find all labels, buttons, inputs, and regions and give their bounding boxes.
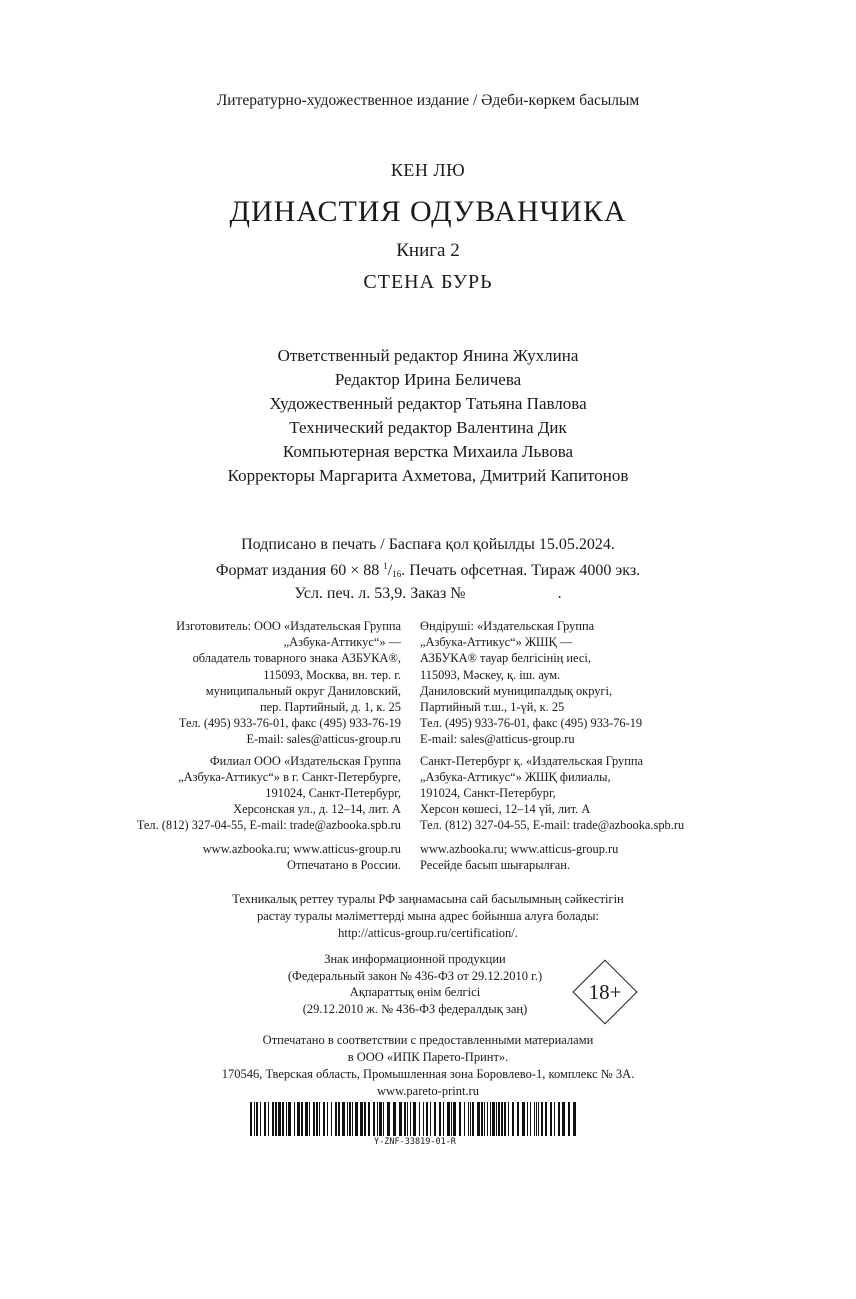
branch-line: Санкт-Петербург қ. «Издательская Группа: [420, 753, 644, 768]
info-line: (Федеральный закон № 436-ФЗ от 29.12.2010 г.): [287, 968, 543, 983]
branch-line: Тел. (812) 327-04-55, E-mail: trade@azbooka.spb.ru: [136, 818, 401, 833]
credit-line: Художественный редактор Татьяна Павлова: [269, 394, 587, 413]
format-fraction: $^1/_{16}$: [383, 560, 402, 579]
info-line: Знак информационной продукции: [324, 952, 506, 966]
branch-line: „Азбука-Аттикус“» ЖШҚ филиалы,: [420, 769, 611, 784]
author-name: КЕН ЛЮ: [390, 160, 466, 180]
sheets-end: .: [557, 585, 562, 602]
manufacturer-line: E-mail: sales@atticus-group.ru: [420, 732, 575, 747]
manufacturer-line: Тел. (495) 933-76-01, факс (495) 933-76-19: [178, 716, 401, 731]
credit-line: Редактор Ирина Беличева: [334, 370, 522, 389]
barcode-label: Y-ZNF-33819-01-R: [374, 1137, 456, 1147]
printer-line: в ООО «ИПК Парето-Принт».: [347, 1050, 509, 1064]
cert-line: Техникалық реттеу туралы РФ заңнамасына сай басылымның сәйкестігін: [232, 892, 624, 906]
manufacturer-line: Даниловский муниципалдық округі,: [420, 683, 613, 698]
manufacturer-line: 115093, Мәскеу, қ. іш. аум.: [420, 667, 561, 682]
websites-line: www.azbooka.ru; www.atticus-group.ru: [420, 841, 619, 856]
printer-line: 170546, Тверская область, Промышленная зона Боровлево-1, комплекс № 3А.: [221, 1067, 635, 1081]
age-rating-badge: [568, 955, 642, 1029]
branch-line: „Азбука-Аттикус“» в г. Санкт-Петербурге,: [178, 769, 401, 784]
credit-line: Корректоры Маргарита Ахметова, Дмитрий Капитонов: [227, 466, 629, 485]
websites-line: www.azbooka.ru; www.atticus-group.ru: [202, 841, 401, 856]
format-suffix: . Печать офсетная. Тираж 4000 экз.: [401, 561, 641, 579]
fraction-numerator: 1: [383, 560, 388, 571]
printer-info: [0, 1032, 856, 1100]
manufacturer-line: Өндіруші: «Издательская Группа: [420, 619, 595, 633]
publisher-info-kz: [420, 618, 760, 873]
barcode-icon: [250, 1102, 580, 1136]
printer-line: Отпечатано в соответствии с предоставленными материалами: [262, 1033, 594, 1047]
manufacturer-line: АЗБУКА® тауар белгісінің иесі,: [420, 651, 591, 666]
branch-line: Тел. (812) 327-04-55, E-mail: trade@azbooka.spb.ru: [420, 818, 685, 833]
format-line: [0, 556, 856, 585]
credit-line: Компьютерная верстка Михаила Львова: [282, 442, 574, 461]
manufacturer-line: 115093, Москва, вн. тер. г.: [263, 667, 401, 682]
signed-line: Подписано в печать / Баспаға қол қойылды 15.05.2024.: [241, 536, 615, 553]
branch-line: 191024, Санкт-Петербург,: [265, 786, 401, 801]
manufacturer-line: Тел. (495) 933-76-01, факс (495) 933-76-19: [420, 716, 643, 731]
printing-details: [0, 535, 856, 605]
book-number: Книга 2: [396, 240, 460, 261]
cert-link: http://atticus-group.ru/certification/.: [338, 926, 518, 940]
book-title: ДИНАСТИЯ ОДУВАНЧИКА: [229, 195, 627, 228]
manufacturer-line: „Азбука-Аттикус“» ЖШҚ —: [420, 635, 573, 650]
manufacturer-line: Изготовитель: ООО «Издательская Группа: [176, 619, 401, 633]
branch-line: Херсон көшесі, 12–14 үй, лит. А: [420, 802, 591, 817]
manufacturer-line: E-mail: sales@atticus-group.ru: [246, 732, 401, 747]
fraction-denominator: 16: [392, 568, 402, 579]
printer-line: www.pareto-print.ru: [377, 1084, 479, 1098]
info-product-mark: [240, 951, 590, 1017]
certification-note: [0, 891, 856, 942]
publisher-info-ru: [71, 618, 401, 873]
editorial-credits: [0, 344, 856, 488]
genre-line: Литературно-художественное издание / Әдеби-көркем басылым: [216, 92, 640, 109]
manufacturer-line: „Азбука-Аттикус“» —: [283, 635, 401, 650]
credit-line: Ответственный редактор Янина Жухлина: [277, 346, 579, 365]
info-line: (29.12.2010 ж. № 436-ФЗ федералдық заң): [302, 1001, 528, 1016]
credit-line: Технический редактор Валентина Дик: [289, 418, 567, 437]
manufacturer-line: обладатель товарного знака АЗБУКА®,: [192, 651, 401, 666]
format-prefix: Формат издания 60 × 88: [215, 561, 380, 579]
manufacturer-line: муниципальный округ Даниловский,: [205, 683, 401, 698]
cert-line: растау туралы мәліметтерді мына адрес бойынша алуға болады:: [256, 909, 600, 923]
branch-line: 191024, Санкт-Петербург,: [420, 786, 556, 801]
printed-in-line: Ресейде басып шығарылған.: [420, 857, 571, 872]
branch-line: Филиал ООО «Издательская Группа: [209, 753, 401, 768]
branch-line: Херсонская ул., д. 12–14, лит. А: [233, 802, 401, 817]
sheets-text: Усл. печ. л. 53,9. Заказ №: [294, 585, 466, 602]
book-subtitle: СТЕНА БУРЬ: [363, 271, 493, 293]
age-rating-text: 18+: [588, 980, 622, 1004]
printed-in-line: Отпечатано в России.: [287, 857, 401, 872]
manufacturer-line: Партийный т.ш., 1-үй, к. 25: [420, 700, 565, 715]
manufacturer-line: пер. Партийный, д. 1, к. 25: [260, 700, 401, 715]
sheets-line: [0, 584, 856, 605]
info-line: Ақпараттық өнім белгісі: [349, 985, 481, 999]
